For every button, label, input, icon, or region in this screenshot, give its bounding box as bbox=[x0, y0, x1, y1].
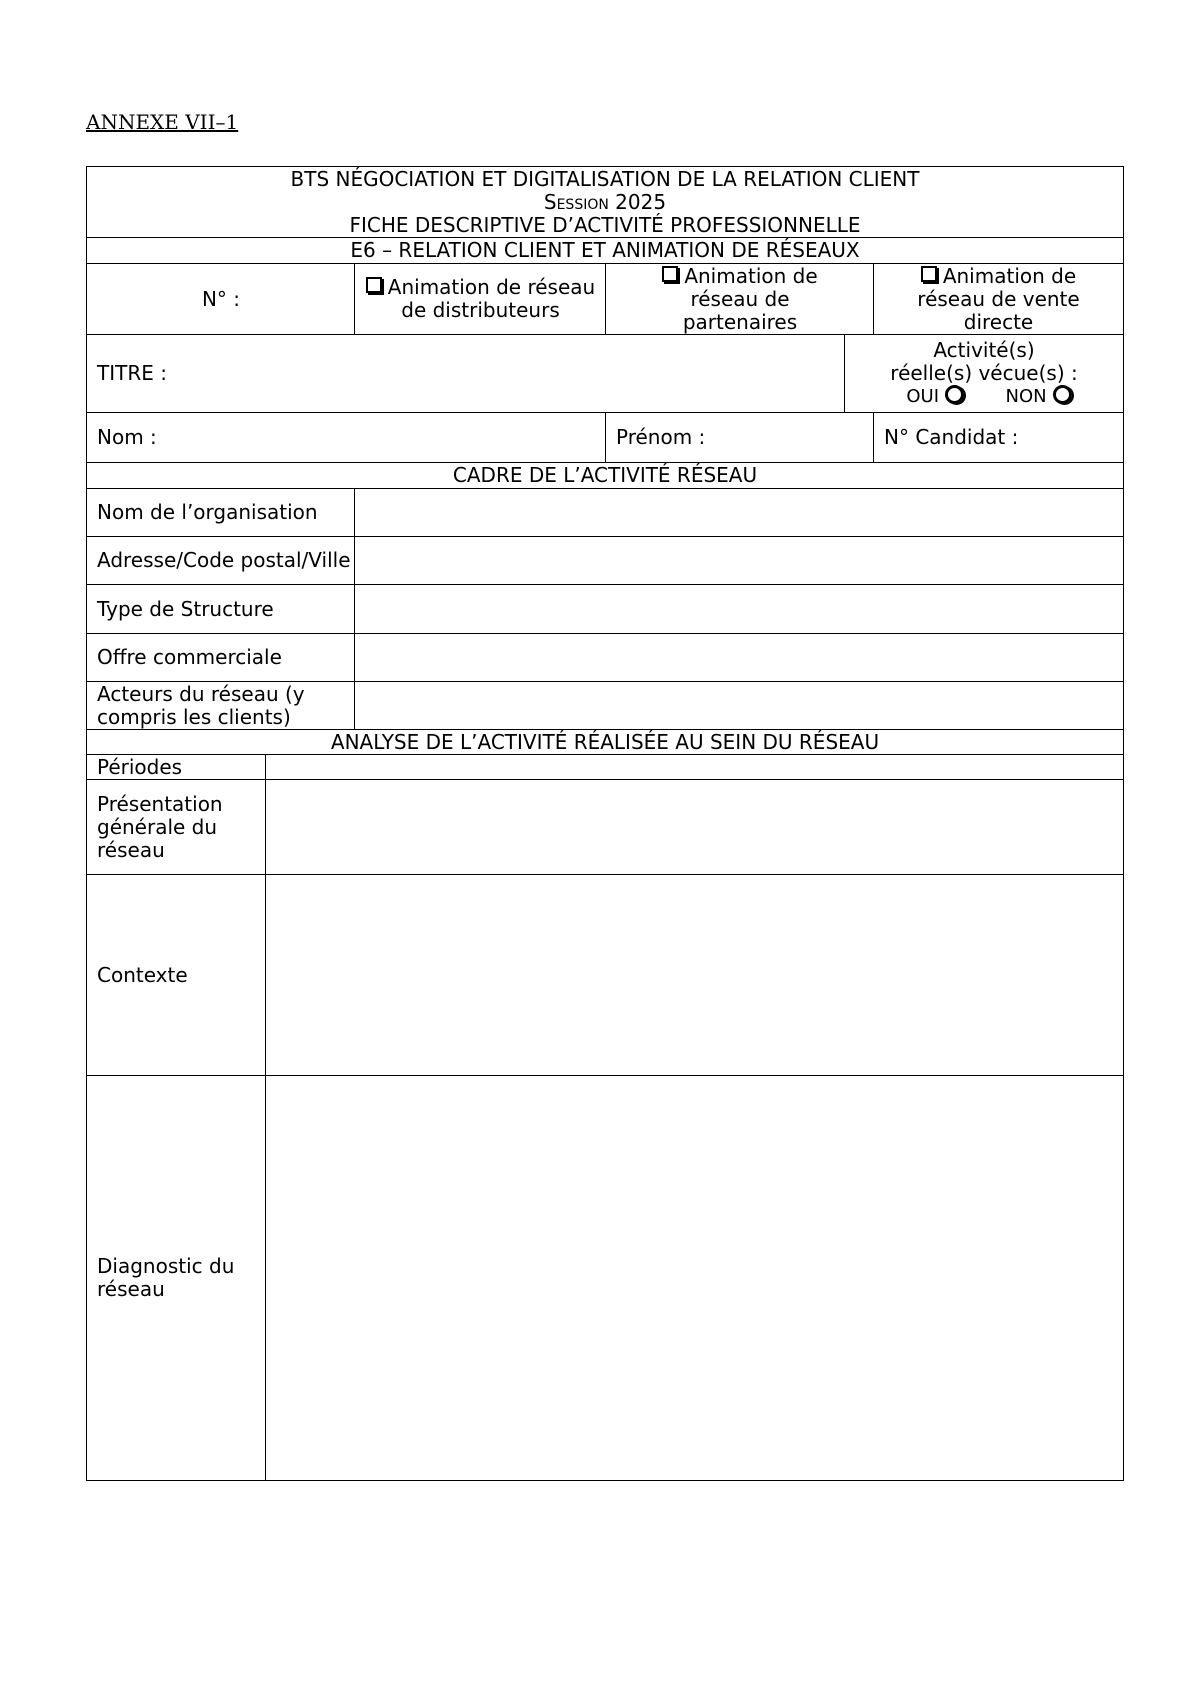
option-label: Animation de réseau de distributeurs bbox=[387, 275, 596, 322]
oui-label: OUI bbox=[906, 386, 940, 407]
option-label: Animation de réseau de vente directe bbox=[917, 263, 1080, 334]
exam-title-row bbox=[86, 237, 1124, 263]
session-label: Session 2025 bbox=[543, 189, 667, 214]
checkbox-icon[interactable] bbox=[921, 266, 937, 282]
cadre-title-row bbox=[86, 462, 1124, 488]
analyse-row-contexte bbox=[86, 874, 1124, 1075]
analyse-row-presentation bbox=[86, 779, 1124, 874]
non-radio-icon[interactable] bbox=[1053, 385, 1072, 404]
activite-label-2: réelle(s) vécue(s) : bbox=[890, 361, 1078, 385]
exam-title: E6 – RELATION CLIENT ET ANIMATION DE RÉSEAUX bbox=[350, 238, 860, 262]
cadre-row-offre bbox=[86, 633, 1124, 681]
bts-title: BTS NÉGOCIATION ET DIGITALISATION DE LA RELATION CLIENT bbox=[290, 166, 920, 191]
option-vente-directe[interactable] bbox=[874, 264, 1123, 334]
non-label: NON bbox=[1005, 386, 1047, 407]
prenom-label: Prénom : bbox=[616, 425, 706, 449]
cadre-row-structure bbox=[86, 584, 1124, 633]
candidat-label: N° Candidat : bbox=[884, 425, 1019, 449]
analyse-value-field[interactable] bbox=[266, 875, 1123, 1075]
activite-label-1: Activité(s) bbox=[933, 338, 1035, 362]
cadre-title: CADRE DE L’ACTIVITÉ RÉSEAU bbox=[452, 463, 758, 487]
identity-row bbox=[86, 412, 1124, 462]
cadre-value-field[interactable] bbox=[355, 489, 1123, 536]
oui-radio-icon[interactable] bbox=[945, 385, 964, 404]
analyse-title: ANALYSE DE L’ACTIVITÉ RÉALISÉE AU SEIN DU RÉSEAU bbox=[330, 729, 880, 754]
cadre-value-field[interactable] bbox=[355, 634, 1123, 681]
cadre-row-adresse bbox=[86, 536, 1124, 584]
cadre-value-field[interactable] bbox=[355, 537, 1123, 584]
cadre-label: Type de Structure bbox=[97, 596, 274, 621]
analyse-value-field[interactable] bbox=[266, 1076, 1123, 1480]
cadre-value-field[interactable] bbox=[355, 585, 1123, 633]
cadre-row-acteurs bbox=[86, 681, 1124, 729]
nom-label: Nom : bbox=[97, 425, 157, 449]
option-partenaires[interactable] bbox=[606, 264, 874, 334]
analyse-label: Présentation générale du réseau bbox=[97, 791, 223, 862]
titre-row bbox=[86, 334, 1124, 412]
analyse-title-row bbox=[86, 729, 1124, 754]
titre-label: TITRE : bbox=[97, 361, 167, 385]
analyse-label: Périodes bbox=[97, 754, 183, 779]
annex-reference: ANNEXE VII–1 bbox=[86, 110, 239, 134]
cadre-row-organisation bbox=[86, 488, 1124, 536]
analyse-row-periodes bbox=[86, 754, 1124, 779]
cadre-label: Offre commerciale bbox=[97, 645, 282, 669]
option-distributeurs[interactable] bbox=[355, 264, 606, 334]
options-row bbox=[86, 263, 1124, 334]
checkbox-icon[interactable] bbox=[662, 266, 678, 282]
checkbox-icon[interactable] bbox=[366, 277, 382, 293]
analyse-label: Contexte bbox=[97, 962, 188, 987]
analyse-label: Diagnostic du réseau bbox=[97, 1254, 235, 1301]
cadre-label: Adresse/Code postal/Ville bbox=[97, 548, 351, 572]
form-bottom-border bbox=[86, 1480, 1124, 1481]
cadre-label: Nom de l’organisation bbox=[97, 500, 318, 524]
numero-label: N° : bbox=[201, 286, 241, 311]
form-header bbox=[86, 166, 1124, 237]
cadre-label: Acteurs du réseau (y compris les clients) bbox=[97, 681, 305, 729]
analyse-value-field[interactable] bbox=[266, 780, 1123, 874]
analyse-row-diagnostic bbox=[86, 1075, 1124, 1480]
option-label: Animation de réseau de partenaires bbox=[682, 263, 818, 334]
cadre-value-field[interactable] bbox=[355, 682, 1123, 729]
analyse-value-field[interactable] bbox=[266, 755, 1123, 779]
form-title: FICHE DESCRIPTIVE D’ACTIVITÉ PROFESSIONNELLE bbox=[349, 212, 861, 237]
